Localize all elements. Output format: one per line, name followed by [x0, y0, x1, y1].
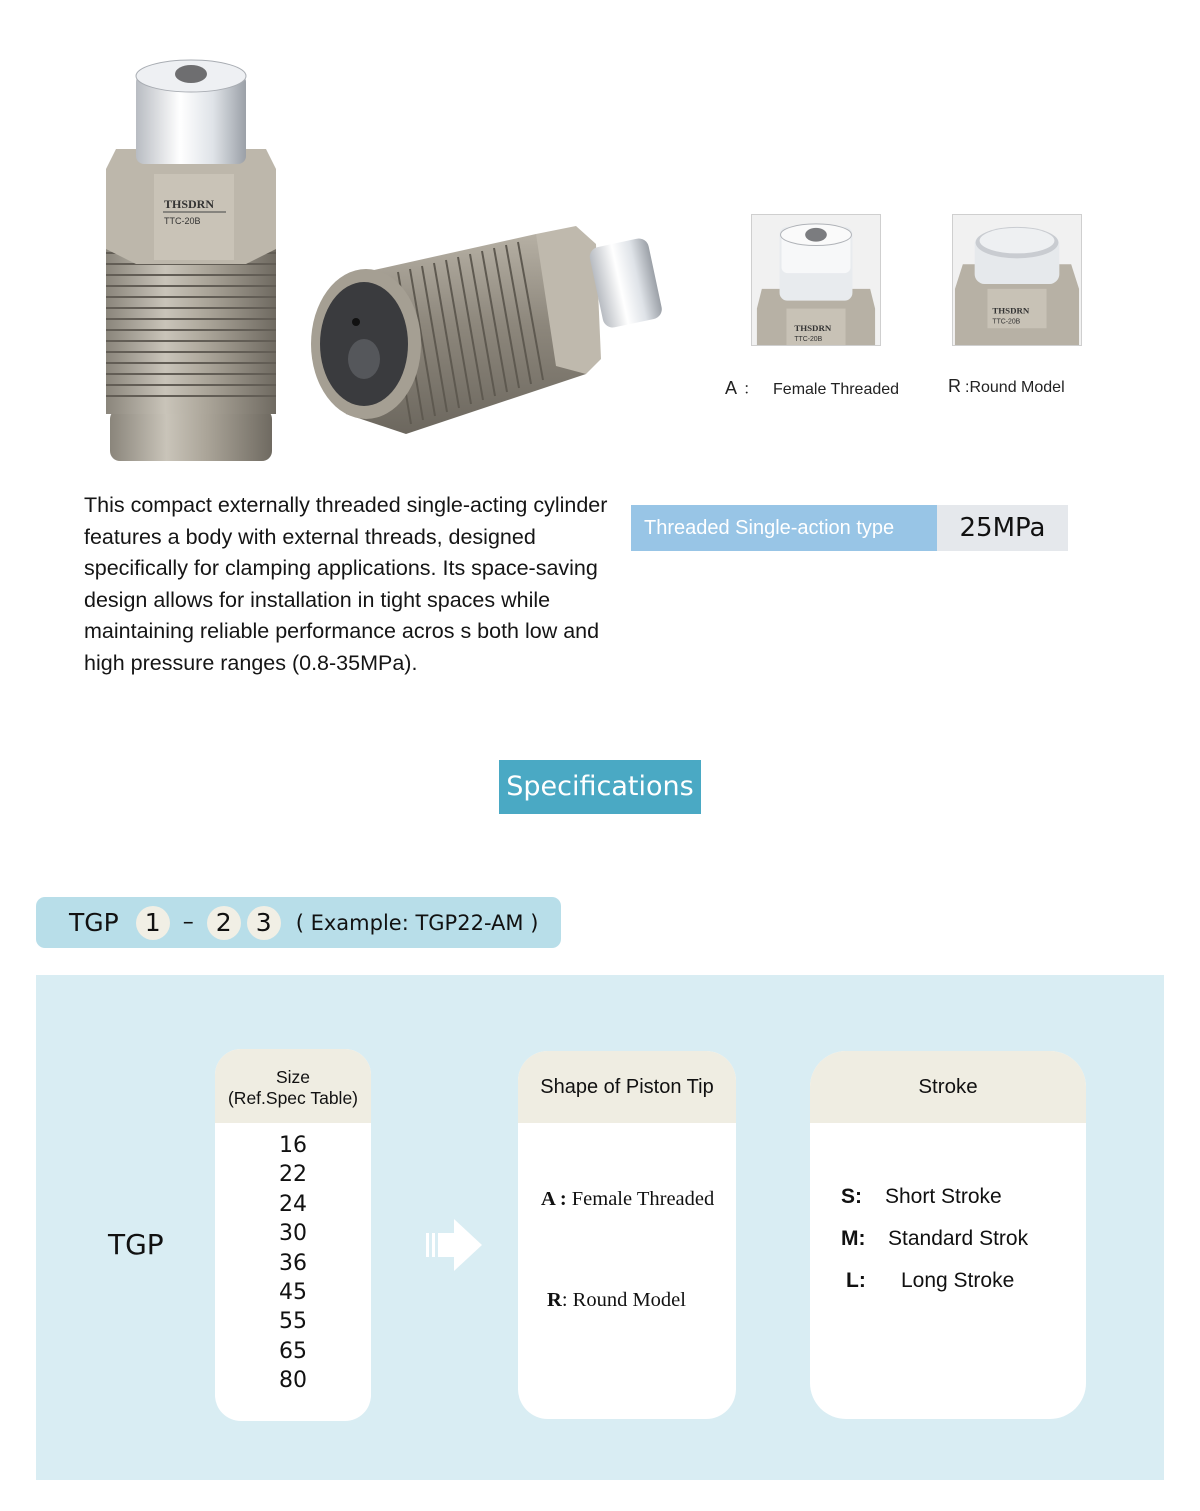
config-panel	[36, 975, 1164, 1480]
type-label: Threaded Single-action type	[631, 505, 937, 551]
model-code-example: ( Example: TGP22-AM )	[295, 910, 539, 935]
cylinder-illustration	[66, 14, 678, 484]
specifications-title: Specifications	[499, 760, 701, 814]
stroke-option-s: S: Short Stroke	[841, 1185, 1002, 1208]
piston-tip-header: Shape of Piston Tip	[518, 1051, 736, 1123]
stroke-card	[810, 1051, 1086, 1419]
tip-caption-a: A ： Female Threaded	[725, 378, 900, 398]
tip-label-r: Round Model	[969, 379, 1065, 396]
stroke-option-m: M: Standard Strok	[841, 1227, 1029, 1250]
size-list	[215, 1123, 371, 1396]
size-item: 55	[279, 1309, 307, 1335]
size-item: 65	[279, 1338, 307, 1364]
config-model-label: TGP	[108, 1228, 164, 1261]
model-code-prefix: TGP	[69, 908, 119, 937]
code-slot-3: 3	[247, 906, 281, 940]
product-description: This compact externally threaded single-acting cylinder features a body with external threads, designed specifically for clamping applications. Its space-saving design allows for installation in tight spaces while maintaining reliable performance acros s both low and high pressure ranges (0.8-35MPa).	[84, 493, 608, 675]
tip-key-a: A	[725, 378, 738, 398]
stroke-option-l: L: Long Stroke	[846, 1269, 1015, 1292]
brand-mark: THSDRN	[164, 197, 215, 211]
svg-text:THSDRN: THSDRN	[992, 305, 1030, 316]
piston-tip-card	[518, 1051, 736, 1419]
size-item: 30	[279, 1221, 307, 1247]
size-item: 80	[279, 1368, 307, 1394]
thumbnail-round-model	[952, 214, 1082, 346]
svg-text:TTC-20B: TTC-20B	[794, 336, 823, 344]
size-item: 36	[279, 1250, 307, 1276]
size-subtitle: (Ref.Spec Table)	[227, 1088, 359, 1108]
size-card-header	[215, 1049, 371, 1123]
size-item: 45	[279, 1279, 307, 1305]
svg-text:THSDRN: THSDRN	[794, 323, 832, 334]
tip-caption-r: R :Round Model	[948, 376, 1065, 396]
size-card	[215, 1049, 371, 1421]
size-title: Size	[275, 1067, 311, 1087]
tip-option-a: A : Female Threaded	[541, 1188, 715, 1210]
tip-option-r: R: Round Model	[547, 1289, 686, 1311]
svg-text:TTC-20B: TTC-20B	[992, 318, 1021, 326]
code-slot-1: 1	[136, 906, 170, 940]
model-code-bar	[36, 897, 561, 948]
type-badge	[631, 505, 1068, 551]
pressure-value: 25MPa	[937, 505, 1068, 551]
product-hero-image	[66, 14, 678, 484]
lying-cylinder	[311, 226, 664, 434]
size-item: 24	[279, 1191, 307, 1217]
stroke-header: Stroke	[810, 1051, 1086, 1123]
code-slot-2: 2	[207, 906, 241, 940]
model-mark: TTC-20B	[164, 216, 201, 226]
cylinder-base	[110, 409, 272, 461]
thumbnail-female-threaded	[751, 214, 881, 346]
arrow-right-icon	[422, 1215, 484, 1277]
tip-key-r: R	[948, 376, 961, 396]
tip-label-a: Female Threaded	[773, 381, 900, 398]
size-item: 16	[279, 1133, 307, 1158]
code-dash: –	[182, 910, 194, 935]
size-item: 22	[279, 1162, 307, 1188]
